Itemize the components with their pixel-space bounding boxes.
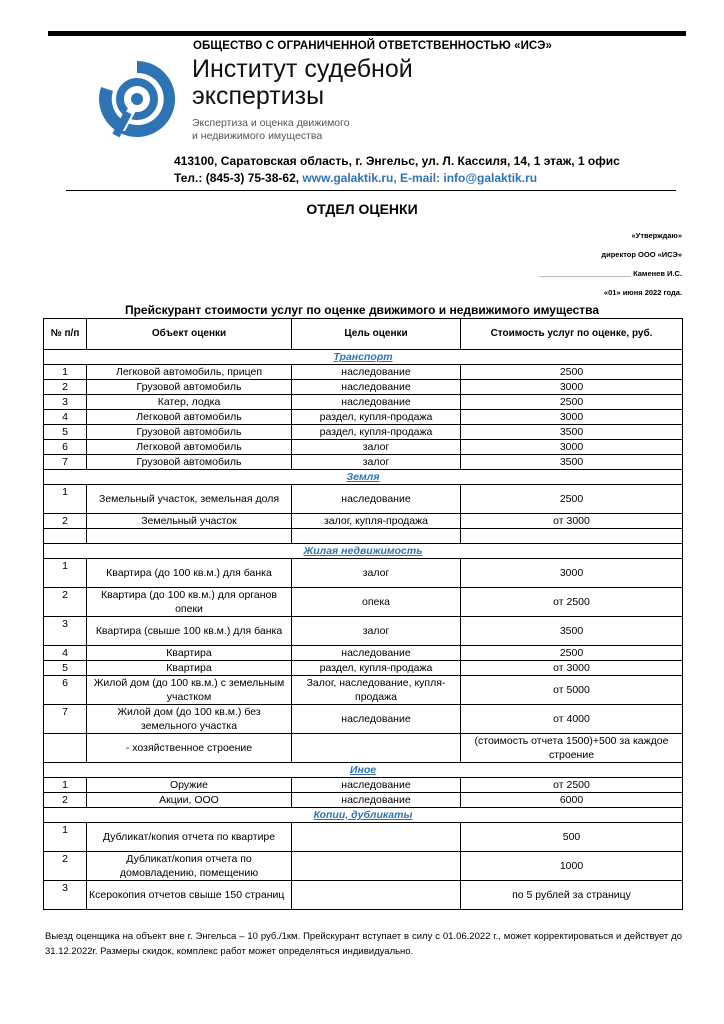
department-title: ОТДЕЛ ОЦЕНКИ — [306, 201, 418, 217]
col-object-header: Объект оценки — [87, 319, 292, 350]
table-row: 3 Квартира (свыше 100 кв.м.) для банка залог 3500 — [44, 617, 683, 646]
table-row: - хозяйственное строение (стоимость отчета 1500)+500 за каждое строение — [44, 734, 683, 763]
section-title: Копии, дубликаты — [313, 809, 413, 821]
target-icon — [95, 57, 179, 141]
section-title: Транспорт — [333, 351, 393, 363]
table-row: 5 Грузовой автомобиль раздел, купля-продажа 3500 — [44, 425, 683, 440]
table-row: 2 Грузовой автомобиль наследование 3000 — [44, 380, 683, 395]
table-row: 2 Земельный участок залог, купля-продажа от 3000 — [44, 514, 683, 529]
section-title: Жилая недвижимость — [303, 545, 423, 557]
table-row: 3 Ксерокопия отчетов свыше 150 страниц по 5 рублей за страницу — [44, 881, 683, 910]
col-number-header: № п/п — [44, 319, 87, 350]
phone: Тел.: (845-3) 75-38-62, — [174, 171, 303, 185]
website-link[interactable]: www.galaktik.ru — [302, 171, 394, 185]
section-land — [44, 470, 683, 485]
empty-row — [44, 529, 683, 544]
table-row: 4 Квартира наследование 2500 — [44, 646, 683, 661]
approval-block: «Утверждаю» директор ООО «ИСЭ» ______________________ Каменев И.С. «01» июня 2022 года. — [539, 231, 682, 297]
table-row: 6 Легковой автомобиль залог 3000 — [44, 440, 683, 455]
table-row: 7 Грузовой автомобиль залог 3500 — [44, 455, 683, 470]
price-table — [43, 318, 683, 910]
section-housing — [44, 544, 683, 559]
table-row: 5 Квартира раздел, купля-продажа от 3000 — [44, 661, 683, 676]
top-rule — [48, 31, 686, 36]
table-row: 1 Оружие наследование от 2500 — [44, 778, 683, 793]
institute-subtitle: Экспертиза и оценка движимого и недвижимого имущества — [192, 117, 350, 142]
section-title: Земля — [346, 471, 380, 483]
institute-name: Институт судебной экспертизы — [192, 55, 413, 110]
table-header-row — [44, 319, 683, 350]
table-row: 1 Земельный участок, земельная доля наследование 2500 — [44, 485, 683, 514]
address: 413100, Саратовская область, г. Энгельс, ул. Л. Кассиля, 14, 1 этаж, 1 офис — [174, 154, 620, 168]
email-link[interactable]: , E-mail: info@galaktik.ru — [393, 171, 538, 185]
table-row: 1 Квартира (до 100 кв.м.) для банка залог 3000 — [44, 559, 683, 588]
header-divider — [66, 190, 676, 191]
table-row: 2 Дубликат/копия отчета по домовладению, помещению 1000 — [44, 852, 683, 881]
contact-line — [174, 170, 620, 187]
section-other — [44, 763, 683, 778]
table-row: 2 Квартира (до 100 кв.м.) для органов опеки опека от 2500 — [44, 588, 683, 617]
price-list-title: Прейскурант стоимости услуг по оценке движимого и недвижимого имущества — [124, 303, 600, 317]
col-purpose-header: Цель оценки — [292, 319, 461, 350]
table-row: 1 Легковой автомобиль, прицеп наследование 2500 — [44, 365, 683, 380]
table-row: 1 Дубликат/копия отчета по квартире 500 — [44, 823, 683, 852]
table-row: 7 Жилой дом (до 100 кв.м.) без земельного участка наследование от 4000 — [44, 705, 683, 734]
section-copies — [44, 808, 683, 823]
footer-note: Выезд оценщика на объект вне г. Энгельса – 10 руб./1км. Прейскурант вступает в силу с 01.06.2022 г., может корректироваться и действует до 31.12.2022г. Размеры скидок, комплекс работ может определяться индивидуально. — [45, 931, 682, 957]
table-row: 4 Легковой автомобиль раздел, купля-продажа 3000 — [44, 410, 683, 425]
org-name: ОБЩЕСТВО С ОГРАНИЧЕННОЙ ОТВЕТСТВЕННОСТЬЮ «ИСЭ» — [193, 40, 552, 52]
col-price-header: Стоимость услуг по оценке, руб. — [461, 319, 683, 350]
contact-block — [174, 153, 620, 187]
table-row: 6 Жилой дом (до 100 кв.м.) с земельным участком Залог, наследование, купля-продажа от 5000 — [44, 676, 683, 705]
section-title: Иное — [349, 764, 377, 776]
section-transport — [44, 350, 683, 365]
table-row: 3 Катер, лодка наследование 2500 — [44, 395, 683, 410]
table-row: 2 Акции, ООО наследование 6000 — [44, 793, 683, 808]
